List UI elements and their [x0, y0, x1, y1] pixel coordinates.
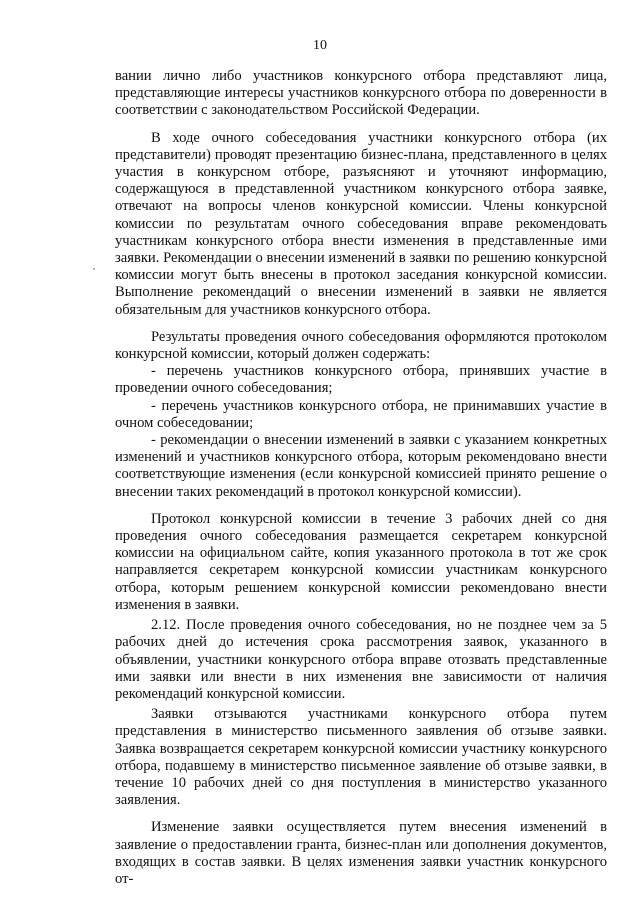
document-body	[115, 68, 607, 888]
paragraph-section-2-12: 2.12. После проведения очного собеседования, но не позднее чем за 5 рабочих дней до истечения срока рассмотрения заявок, указанного в объявлении, участники конкурсного отбора вправе отозвать представленные ими заявки или внести в них изменения вне зависимости от наличия рекомендаций конкурсной комиссии.	[115, 617, 607, 702]
paragraph-continuation: вании лично либо участников конкурсного отбора представляют лица, представляющие интересы участников конкурсного отбора по доверенности в соответствии с законодательством Российской Федерации.	[115, 68, 607, 119]
paragraph-protocol-publication: Протокол конкурсной комиссии в течение 3 рабочих дней со дня проведения очного собеседования размещается секретарем конкурсной комиссии на официальном сайте, копия указанного протокола в тот же срок направляется секретарем конкурсной комиссии участникам конкурсного отбора, которым решением конкурсной комиссии рекомендовано внести изменения в заявки.	[115, 510, 607, 613]
list-item-recommendations: - рекомендации о внесении изменений в заявки с указанием конкретных изменений и участников конкурсного отбора, которым рекомендовано внести соответствующие изменения (если конкурсной комиссией принято решение о внесении таких рекомендаций в протокол конкурсной комиссии).	[115, 432, 607, 500]
scan-artifact-dot	[93, 268, 95, 270]
paragraph-application-withdrawal: Заявки отзываются участниками конкурсного отбора путем представления в министерство письменного заявления об отзыве заявки. Заявка возвращается секретарем конкурсной комиссии участнику конкурсного отбора, подавшему в министерство письменное заявление об отзыве заявки, в течение 10 рабочих дней со дня поступления в министерство указанного заявления.	[115, 706, 607, 809]
list-item-participants-absent: - перечень участников конкурсного отбора, не принимавших участие в очном собеседовании;	[115, 397, 607, 431]
paragraph-application-change: Изменение заявки осуществляется путем внесения изменений в заявление о предоставлении гранта, бизнес-план или дополнения документов, входящих в состав заявки. В целях изменения заявки участник конкурсного от-	[115, 819, 607, 887]
paragraph-interview-results: Результаты проведения очного собеседования оформляются протоколом конкурсной комиссии, который должен содержать:	[115, 328, 607, 363]
page-number: 10	[313, 38, 327, 53]
list-item-participants-present: - перечень участников конкурсного отбора, принявших участие в проведении очного собеседования;	[115, 363, 607, 397]
paragraph-interview-presentation: В ходе очного собеседования участники конкурсного отбора (их представители) проводят презентацию бизнес-плана, представленного в целях участия в конкурсном отборе, разъясняют и уточняют информацию, содержащуюся в представленной участником конкурсного отбора заявке, отвечают на вопросы членов конкурсной комиссии. Члены конкурсной комиссии по результатам очного собеседования вправе рекомендовать участникам конкурсного отбора внести изменения в представленные ими заявки. Рекомендации о внесении изменений в заявки по решению конкурсной комиссии могут быть внесены в протокол заседания конкурсной комиссии. Выполнение рекомендаций о внесении изменений в заявки не является обязательным для участников конкурсного отбора.	[115, 129, 607, 318]
